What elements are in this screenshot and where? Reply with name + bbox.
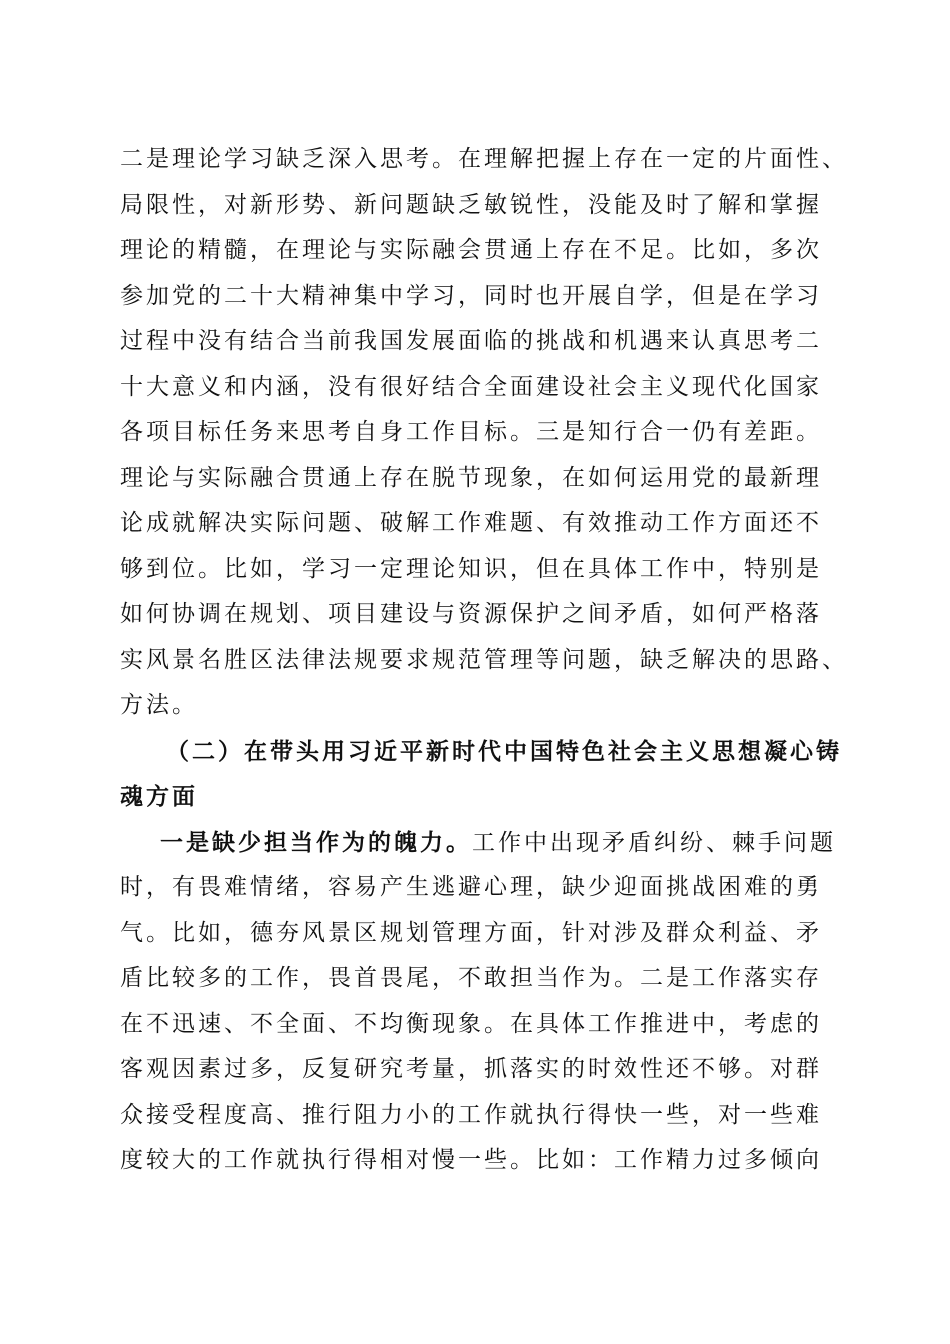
- paragraph-line: [120, 820, 840, 866]
- paragraph-line: 如何协调在规划、项目建设与资源保护之间矛盾，如何严格落: [120, 601, 822, 627]
- paragraph-line: 实风景名胜区法律法规要求规范管理等问题，缺乏解决的思路、: [120, 646, 848, 673]
- paragraph-line: 各项目标任务来思考自身工作目标。三是知行合一仍有差距。: [120, 419, 822, 445]
- bold-lead-text: 一是缺少担当作为的魄力。: [160, 828, 472, 856]
- section-heading: 魂方面: [120, 783, 198, 810]
- paragraph-line: 度较大的工作就执行得相对慢一些。比如：工作精力过多倾向: [120, 1147, 822, 1173]
- section-heading: （二）在带头用习近平新时代中国特色社会主义思想凝心铸: [166, 737, 842, 765]
- paragraph-line: 客观因素过多，反复研究考量，抓落实的时效性还不够。对群: [120, 1056, 822, 1082]
- paragraph-line: 够到位。比如，学习一定理论知识，但在具体工作中，特别是: [120, 555, 822, 582]
- paragraph-line: 在不迅速、不全面、不均衡现象。在具体工作推进中，考虑的: [120, 1010, 822, 1037]
- paragraph-line: 众接受程度高、推行阻力小的工作就执行得快一些，对一些难: [120, 1101, 822, 1128]
- paragraph-line: 盾比较多的工作，畏首畏尾，不敢担当作为。二是工作落实存: [120, 965, 822, 991]
- paragraph-line: 局限性，对新形势、新问题缺乏敏锐性，没能及时了解和掌握: [120, 191, 822, 218]
- paragraph-line: 方法。: [120, 692, 198, 718]
- paragraph-line: 参加党的二十大精神集中学习，同时也开展自学，但是在学习: [120, 282, 822, 309]
- paragraph-text: 工作中出现矛盾纠纷、棘手问题: [472, 829, 836, 856]
- paragraph-line: 时，有畏难情绪，容易产生逃避心理，缺少迎面挑战困难的勇: [120, 874, 822, 900]
- document-body: [120, 137, 848, 1184]
- paragraph-line: 论成就解决实际问题、破解工作难题、有效推动工作方面还不: [120, 510, 822, 536]
- paragraph-line: 理论的精髓，在理论与实际融会贯通上存在不足。比如，多次: [120, 237, 822, 263]
- paragraph-line: 过程中没有结合当前我国发展面临的挑战和机遇来认真思考二: [120, 328, 822, 354]
- paragraph-line: 二是理论学习缺乏深入思考。在理解把握上存在一定的片面性、: [120, 146, 848, 172]
- paragraph-line: 十大意义和内涵，没有很好结合全面建设社会主义现代化国家: [120, 373, 822, 400]
- paragraph-line: 气。比如，德夯风景区规划管理方面，针对涉及群众利益、矛: [120, 919, 822, 946]
- paragraph-line: 理论与实际融合贯通上存在脱节现象，在如何运用党的最新理: [120, 464, 822, 491]
